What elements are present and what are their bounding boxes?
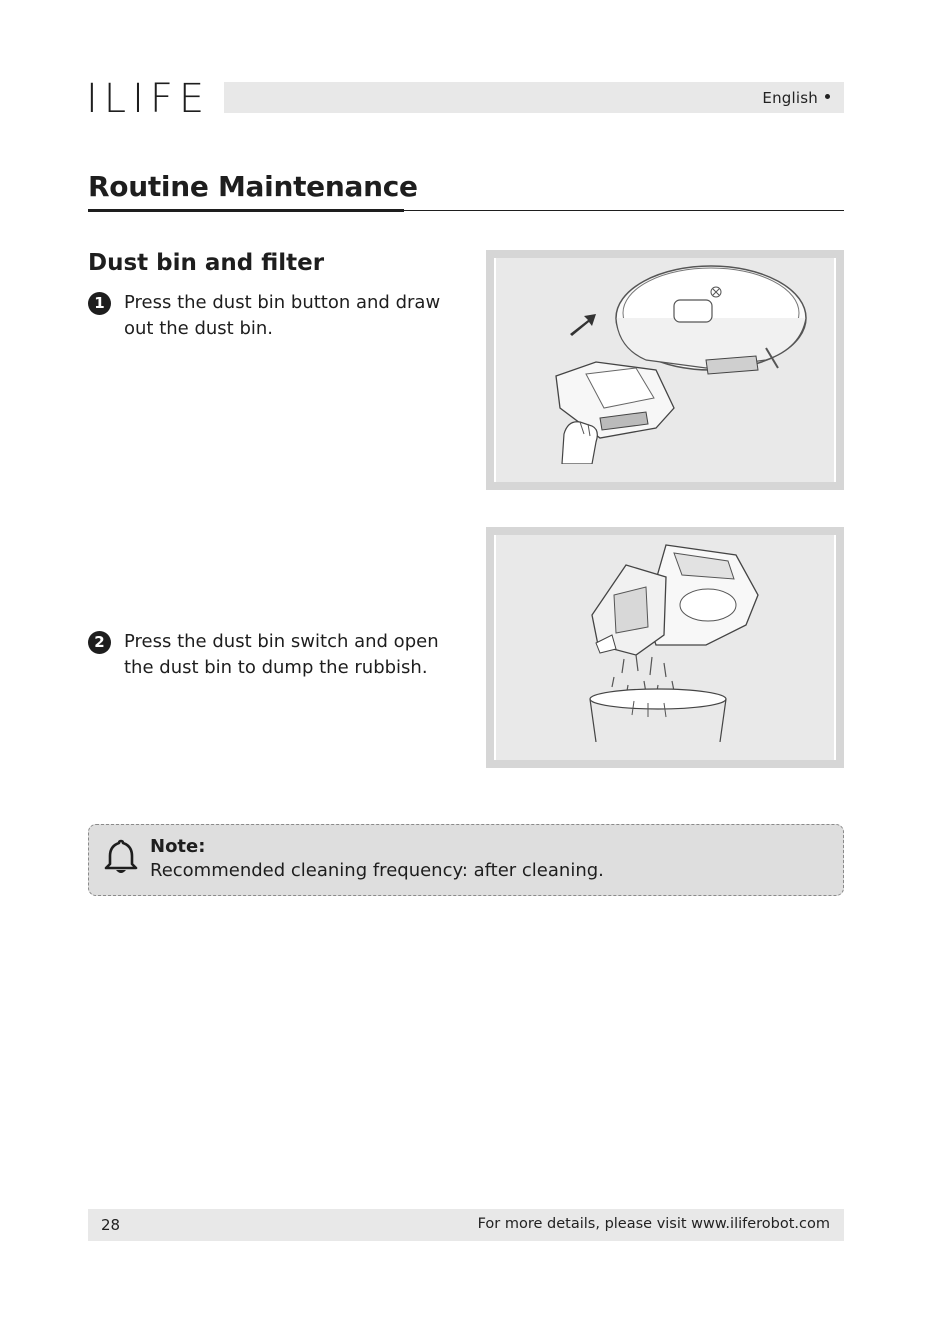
illustration-remove-dust-bin (486, 250, 844, 490)
page-number: 28 (101, 1216, 121, 1234)
step-2-text: Press the dust bin switch and open the dust bin to dump the rubbish. (124, 631, 439, 678)
illustration-empty-dust-bin (486, 527, 844, 768)
footer-website-text: For more details, please visit www.iliferobot.com (477, 1216, 830, 1232)
section-subtitle: Dust bin and filter (88, 250, 325, 276)
header-band (224, 82, 844, 113)
dust-bin-dumping-drawing (496, 535, 818, 742)
language-text: English (762, 89, 818, 107)
robot-vacuum-drawing (496, 258, 818, 464)
bell-icon (104, 838, 138, 880)
brand-logo (86, 76, 208, 120)
note-title: Note: (150, 836, 206, 857)
note-text: Recommended cleaning frequency: after cleaning. (150, 860, 604, 881)
language-label (762, 89, 830, 107)
title-rule (404, 210, 844, 211)
bullet-icon (825, 94, 830, 99)
step-2-number: 2 (88, 631, 111, 654)
title-underline (88, 209, 404, 212)
svg-text:ILIFE: ILIFE (86, 76, 208, 116)
page-title: Routine Maintenance (88, 170, 418, 203)
step-1-number: 1 (88, 292, 111, 315)
step-1-text: Press the dust bin button and draw out the dust bin. (124, 292, 441, 339)
